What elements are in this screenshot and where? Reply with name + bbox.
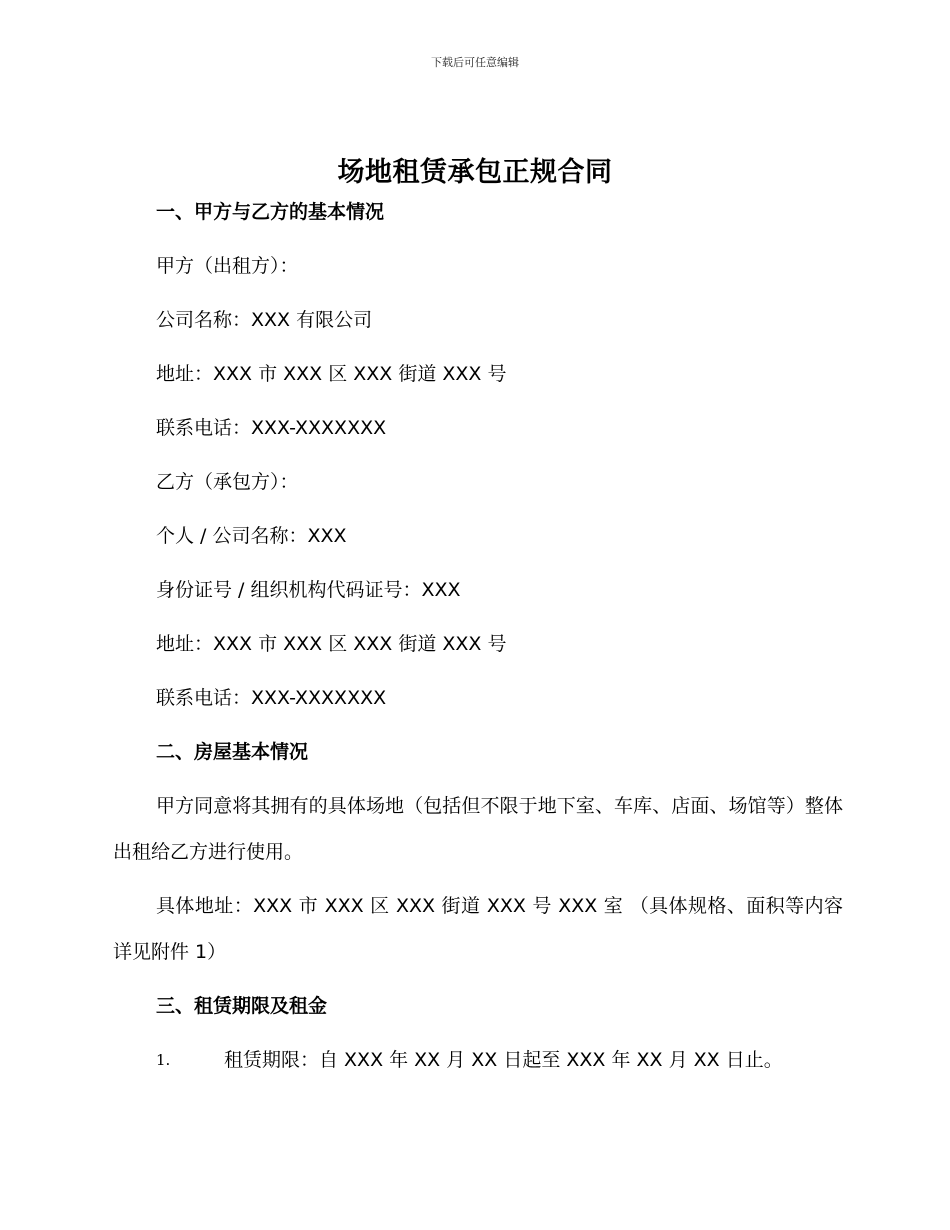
section-2-heading: 二、房屋基本情况 [156, 741, 309, 763]
section-1-heading: 一、甲方与乙方的基本情况 [156, 201, 385, 223]
party-b-address: 地址：XXX 市 XXX 区 XXX 街道 XXX 号 [156, 633, 507, 655]
list-item-number: 1. [156, 1051, 171, 1069]
list-item [113, 1044, 843, 1076]
party-b-id: 身份证号 / 组织机构代码证号：XXX [156, 579, 461, 601]
document-title: 场地租赁承包正规合同 [337, 157, 613, 188]
list-item-text: 租赁期限：自 XXX 年 XX 月 XX 日起至 XXX 年 XX 月 XX 日止。 [224, 1049, 783, 1071]
party-b-phone: 联系电话：XXX-XXXXXXX [156, 687, 387, 709]
party-a-phone: 联系电话：XXX-XXXXXXX [156, 417, 387, 439]
party-a-label: 甲方（出租方）： [156, 255, 299, 277]
party-a-company: 公司名称：XXX 有限公司 [156, 309, 373, 331]
section-3-heading: 三、租赁期限及租金 [156, 995, 328, 1017]
party-b-name: 个人 / 公司名称：XXX [156, 525, 347, 547]
party-a-address: 地址：XXX 市 XXX 区 XXX 街道 XXX 号 [156, 363, 507, 385]
section-2-paragraph-2: 具体地址：XXX 市 XXX 区 XXX 街道 XXX 号 XXX 室 （具体规格、面积等内容详见附件 1） [113, 895, 843, 963]
document-body [113, 196, 843, 1076]
header-note: 下载后可任意编辑 [431, 56, 519, 69]
section-2-paragraph-1: 甲方同意将其拥有的具体场地（包括但不限于地下室、车库、店面、场馆等）整体出租给乙方进行使用。 [113, 795, 843, 863]
party-b-label: 乙方（承包方）： [156, 471, 299, 493]
